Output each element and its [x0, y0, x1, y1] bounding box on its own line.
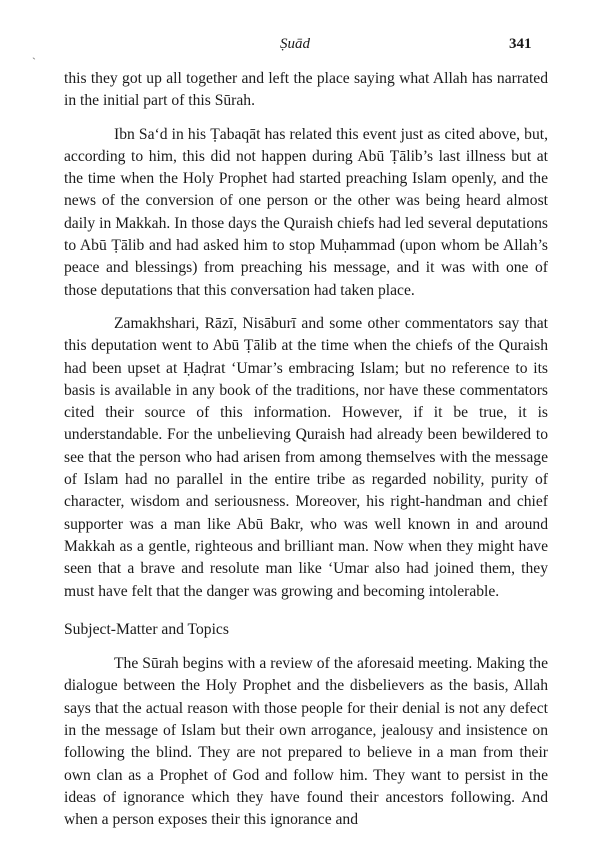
paragraph-1: this they got up all together and left the place saying what Allah has narrated in the initial part of this Sūrah. [64, 70, 548, 110]
body-text [64, 68, 548, 832]
running-title: Ṣuād [280, 36, 310, 52]
paragraph-2: Ibn Sa‘d in his Ṭabaqāt has related this event just as cited above, but, according to him, this did not happen during Abū Ṭālib’s last illness but at the time when the Holy Prophet had started preaching Islam openly, and the news of the conversion of one person or the other was being heard almost daily in Makkah. In those days the Quraish chiefs had led several deputations to Abū Ṭālib and had asked him to stop Muḥammad (upon whom be Allah’s peace and blessings) from preaching his message, and it was with one of those deputations that this conversation had taken place. [64, 125, 548, 299]
margin-mark: ˏ [32, 46, 36, 60]
section-heading: Subject-Matter and Topics [64, 620, 229, 638]
running-head [0, 36, 600, 58]
paragraph-3: Zamakhshari, Rāzī, Nisāburī and some other commentators say that this deputation went to Abū Ṭālib at the time when the chiefs of the Quraish had been upset at Ḥaḍrat ‘Umar’s embracing Islam; but no reference to its basis is available in any book of the traditions, nor have these commentators cited their source of this information. However, if it be true, it is understandable. For the unbelieving Quraish had already been bewildered to see that the person who had arisen from among themselves with the message of Islam had no parallel in the entire tribe as regarded nobility, purity of character, wisdom and seriousness. Moreover, his right-handman and chief supporter was a man like Abū Bakr, who was well known in and around Makkah as a gentle, righteous and brilliant man. Now when they might have seen that a brave and resolute man like ‘Umar also had joined them, they must have felt that the danger was growing and becoming intolerable. [64, 314, 548, 600]
page-number: 341 [509, 36, 532, 52]
section-paragraph: The Sūrah begins with a review of the aforesaid meeting. Making the dialogue between the Holy Prophet and the disbelievers as the basis, Allah says that the actual reason with those people for their denial is not any defect in the message of Islam but their own arrogance, jealousy and insistence on following the blind. They are not prepared to believe in a man from their own clan as a Prophet of God and follow him. They want to persist in the ideas of ignorance which they have found their ancestors following. And when a person exposes their this ignorance and [64, 655, 548, 829]
